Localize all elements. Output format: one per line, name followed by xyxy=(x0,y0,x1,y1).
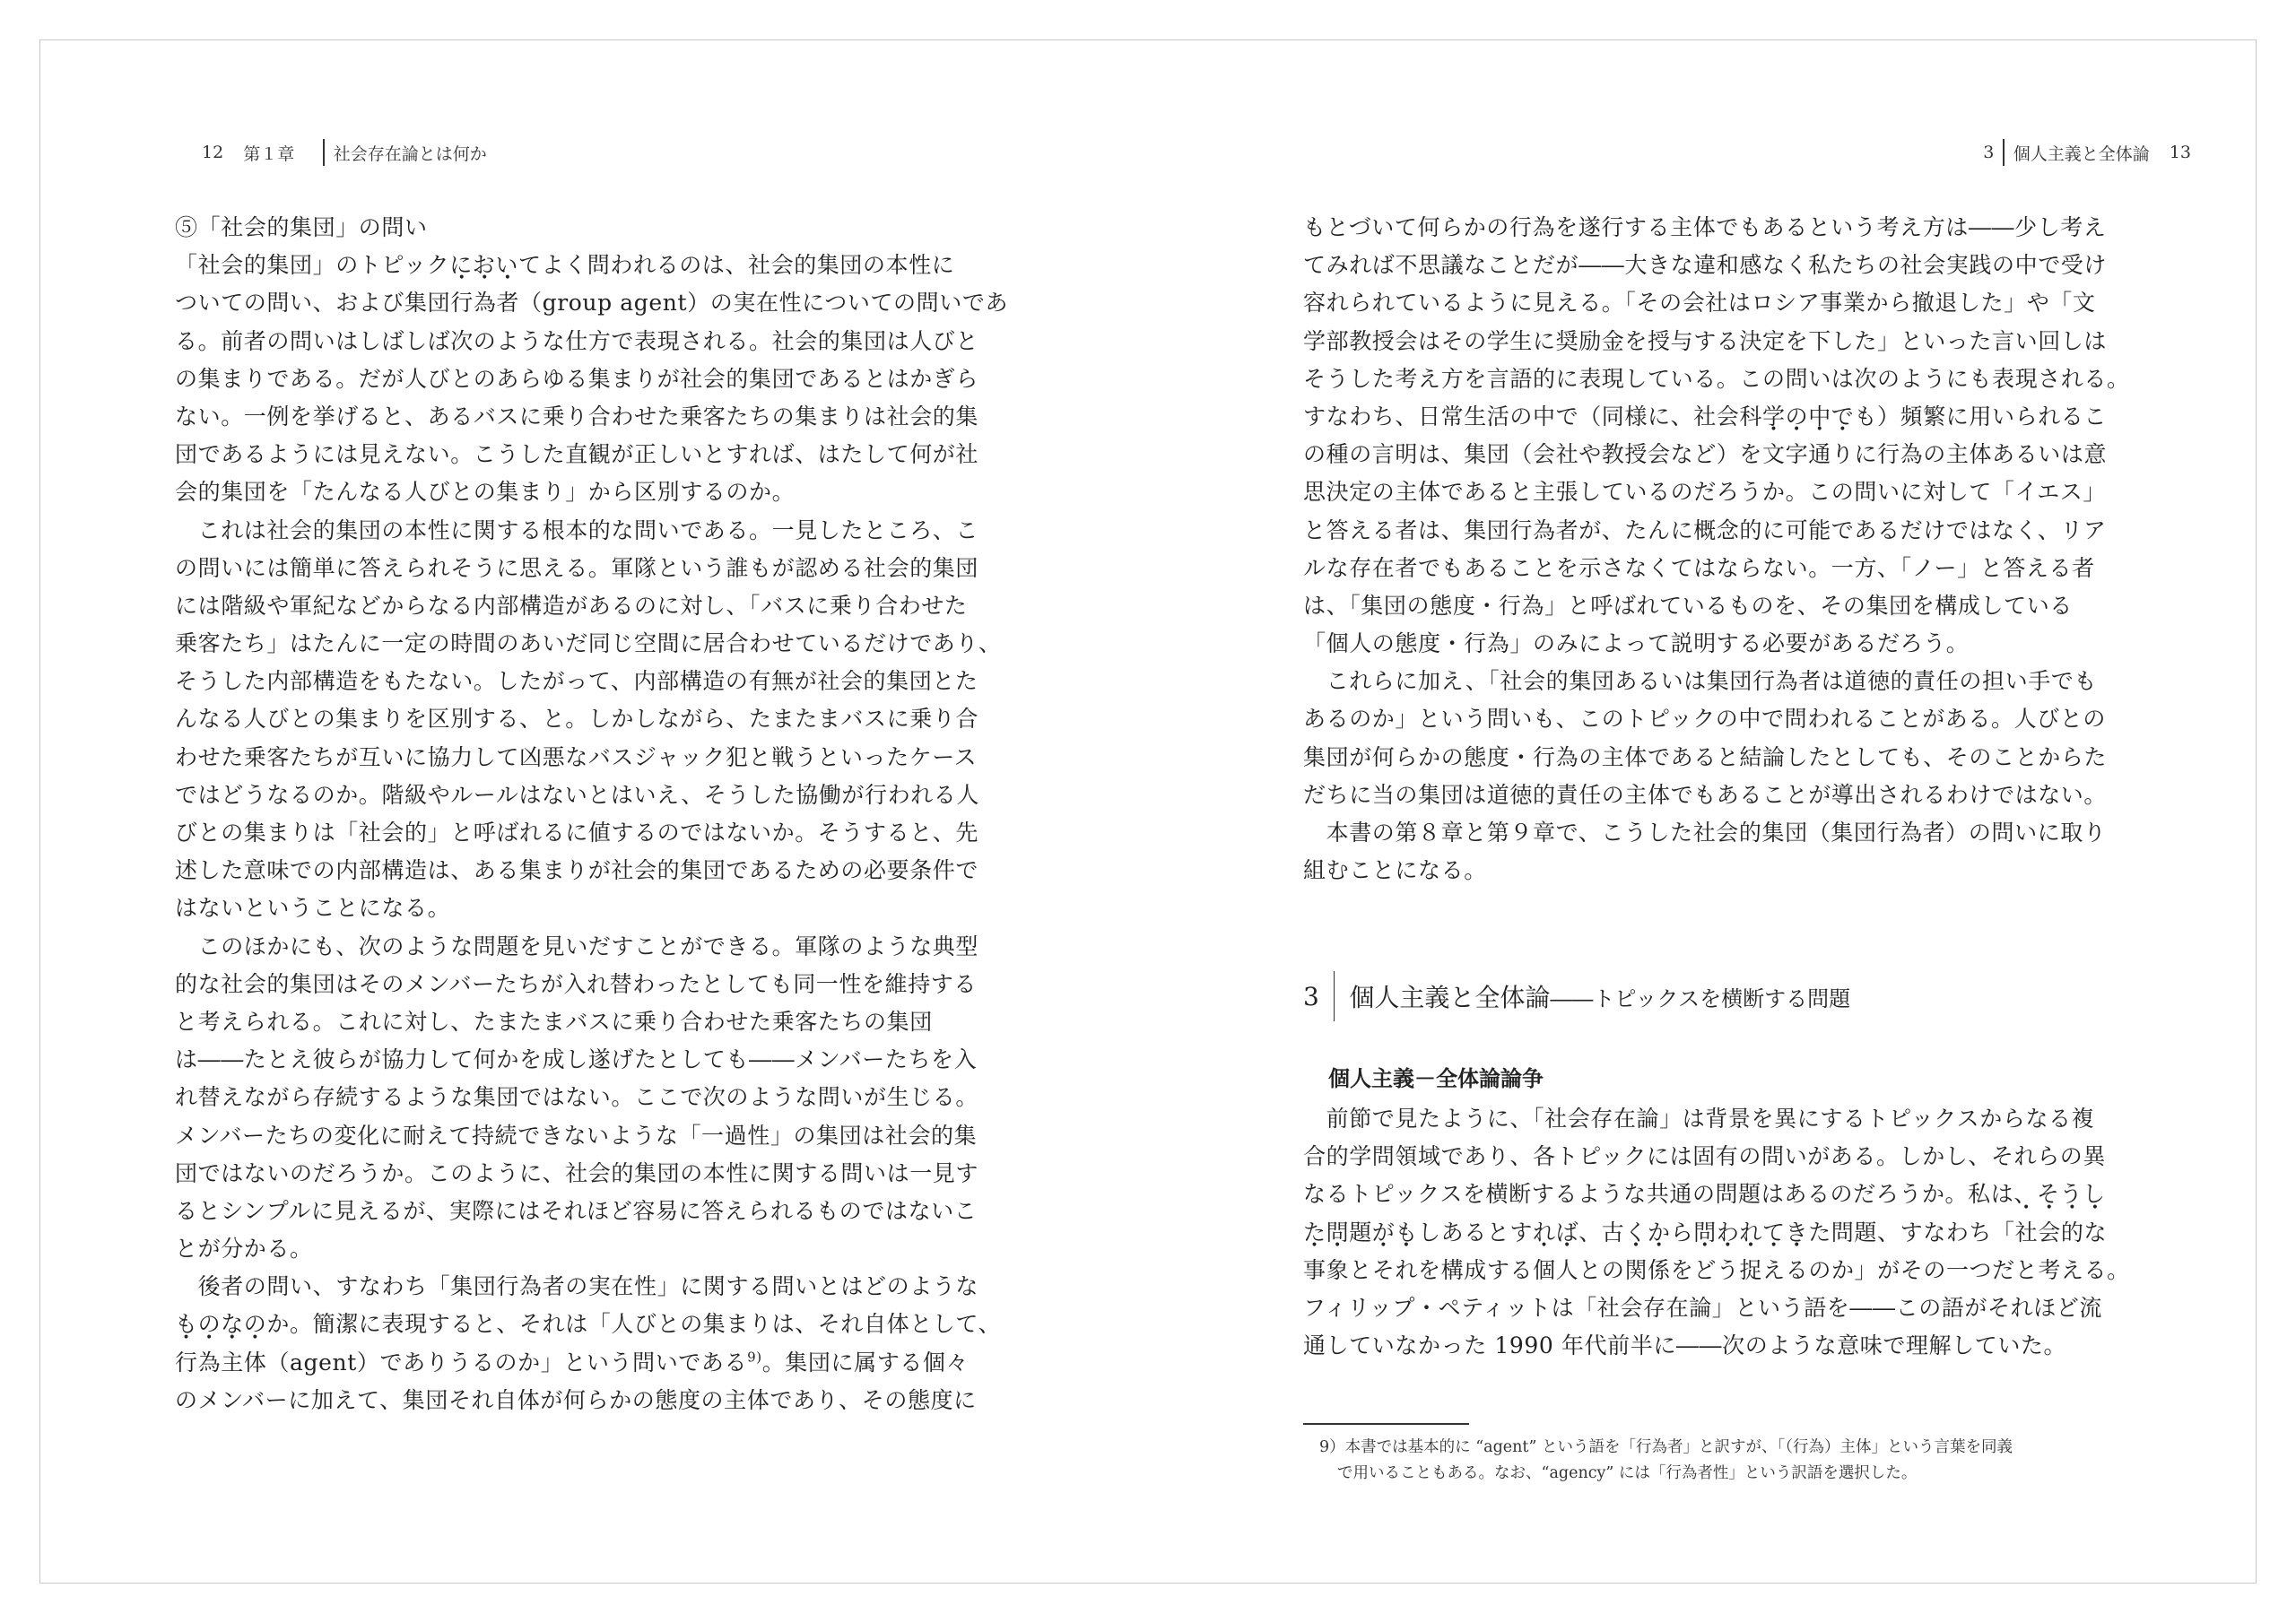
text-line: ではどうなるのか。階級やルールはないとはいえ、そうした協働が行われる人 xyxy=(175,781,980,808)
running-head-divider xyxy=(323,139,325,166)
text-line: る。前者の問いはしばしば次のような仕方で表現される。社会的集団は人びと xyxy=(175,327,979,354)
text-line: 思決定の主体であると主張しているのだろうか。この問いに対して「イエス」 xyxy=(1303,479,2107,506)
right-body-text-2 xyxy=(1303,1100,2191,1365)
text-line: そうした考え方を言語的に表現している。この問いは次のようにも表現される。 xyxy=(1303,365,2130,392)
text-line: だちに当の集団は道徳的責任の主体でもあることが導出されるわけではない。 xyxy=(1303,781,2108,808)
text-line: ない。一例を挙げると、あるバスに乗り合わせた乗客たちの集まりは社会的集 xyxy=(175,403,979,430)
text-line: んなる人びとの集まりを区別する、と。しかしながら、たまたまバスに乗り合 xyxy=(175,706,979,733)
text-line: の集まりである。だが人びとのあらゆる集まりが社会的集団であるとはかぎら xyxy=(175,365,979,392)
text-line: わせた乗客たちが互いに協力して凶悪なバスジャック犯と戦うといったケース xyxy=(175,743,978,770)
text-line: には階級や軍紀などからなる内部構造があるのに対し、「バスに乗り合わせた xyxy=(175,592,968,619)
text-line: はないということになる。 xyxy=(175,895,451,922)
text-line: の問いには簡単に答えられそうに思える。軍隊という誰もが認める社会的集団 xyxy=(175,554,979,581)
emphasis-mark: 会 xyxy=(2038,1219,2061,1245)
text-line: すなわち、日常生活の中で（同様に、社会科学の中でも）頻繁に用いられるこ xyxy=(1303,403,2108,430)
text-line: びとの集まりは「社会的」と呼ばれるに値するのではないか。そうすると、先 xyxy=(175,820,979,846)
text-line: 乗客たち」はたんに一定の時間のあいだ同じ空間に居合わせているだけであり、 xyxy=(175,630,1002,657)
text-line: ついての問い、および集団行為者（group agent）の実在性についての問いであ xyxy=(175,290,1009,317)
text-line: 組むことになる。 xyxy=(1303,857,1487,884)
emphasis-mark: る xyxy=(1785,1256,1809,1283)
text-line-tail: 。集団に属する個々 xyxy=(761,1349,970,1376)
text-line: た問題がもしあるとすれば、古くから問われてきた問題、すなわち「社会的な xyxy=(1303,1219,2108,1245)
left-page xyxy=(175,40,1063,1583)
text-line: フィリップ・ペティットは「社会存在論」という語を――この語がそれほど流 xyxy=(1303,1294,2103,1321)
emphasis-mark: 字 xyxy=(1785,441,1809,468)
emphasis-mark: ど xyxy=(1693,1256,1717,1283)
emphasis-mark: 人 xyxy=(1555,1256,1579,1283)
emphasis-mark: 行 xyxy=(175,1349,198,1376)
text-line: 行為主体（agent）でありうるのか」という問いである$^{9)}$。集団に属する個々 xyxy=(175,1349,970,1376)
emphasis-mark: 主 xyxy=(221,1349,244,1376)
text-line: れ替えながら存続するような集団ではない。ここで次のような問いが生じる。 xyxy=(175,1084,979,1111)
text-line: 会的集団を「たんなる人びとの集まり」から区別するのか。 xyxy=(175,479,796,506)
emphasis-mark: り xyxy=(1831,441,1855,468)
text-line: 合的学問領域であり、各トピックには固有の問いがある。しかし、それらの異 xyxy=(1303,1143,2107,1170)
right-page-number: 13 xyxy=(2169,143,2191,162)
text-line: このほかにも、次のような問題を見いだすことができる。軍隊のような典型 xyxy=(175,933,979,959)
footnote-line-1: 9）本書では基本的に “agent” という語を「行為者」と訳すが、「（行為）主体」という言葉を同義 xyxy=(1319,1438,2013,1456)
emphasis-mark: 社 xyxy=(2014,1219,2039,1245)
text-line: のメンバーに加えて、集団それ自体が何らかの態度の主体であり、その態度に xyxy=(175,1386,977,1413)
section-heading xyxy=(1303,971,1850,1021)
chapter-title: 社会存在論とは何か xyxy=(333,143,487,164)
emphasis-mark: 象 xyxy=(1326,1256,1350,1283)
emphasis-mark: 事 xyxy=(1303,1256,1326,1283)
subsection-heading: 個人主義－全体論論争 xyxy=(1328,1066,1544,1091)
text-line: の種の言明は、集団（会社や教授会など）を文字通りに行為の主体あるいは意 xyxy=(1303,441,2108,468)
text-line: 通していなかった 1990 年代前半に――次のような意味で理解していた。 xyxy=(1303,1332,2067,1359)
right-page xyxy=(1303,40,2191,1583)
section-divider xyxy=(1334,971,1335,1021)
text-line: なるトピックスを横断するような共通の問題はあるのだろうか。私は、そうし xyxy=(1303,1181,2106,1208)
text-line: は――たとえ彼らが協力して何かを成し遂げたとしても――メンバーたちを入 xyxy=(175,1046,978,1073)
section-title: 個人主義と全体論 xyxy=(1349,983,1551,1012)
text-line: 「個人の態度・行為」のみによって説明する必要があるだろう。 xyxy=(1303,630,1970,657)
running-head-divider xyxy=(2003,139,2005,166)
left-running-head xyxy=(202,139,487,166)
text-line: ルな存在者でもあることを示さなくてはならない。一方、「ノー」と答える者 xyxy=(1303,554,2095,581)
text-line: 学部教授会はその学生に奨励金を授与する決定を下した」といった言い回しは xyxy=(1303,327,2108,354)
emphasis-mark: 文 xyxy=(1762,441,1786,468)
text-line: と答える者は、集団行為者が、たんに概念的に可能であるだけではなく、リア xyxy=(1303,516,2107,543)
text-line: てみれば不思議なことだが――大きな違和感なく私たちの社会実践の中で受け xyxy=(1303,252,2108,279)
text-line: は、「集団の態度・行為」と呼ばれているものを、その集団を構成している xyxy=(1303,592,2073,619)
emphasis-mark: な xyxy=(2083,1219,2108,1245)
emphasis-mark: 行 xyxy=(450,290,474,317)
emphasis-mark: 個 xyxy=(1533,1256,1556,1283)
text-line: 「社会的集団」のトピックにおいてよく問われるのは、社会的集団の本性に xyxy=(175,252,955,279)
emphasis-mark: 関 xyxy=(1624,1256,1648,1283)
emphasis-mark: 的 xyxy=(2060,1219,2084,1245)
text-line: メンバーたちの変化に耐えて持続できないような「一過性」の集団は社会的集 xyxy=(175,1122,978,1149)
emphasis-mark: う xyxy=(1716,1256,1740,1283)
chapter-label: 第１章 xyxy=(243,143,295,164)
emphasis-mark: 通 xyxy=(1808,441,1831,468)
text-line: 前節で見たように、「社会存在論」は背景を異にするトピックスからなる複 xyxy=(1303,1106,2095,1132)
text-line: これらに加え、「社会的集団あるいは集団行為者は道徳的責任の担い手でも xyxy=(1303,668,2098,695)
footnote-reference[interactable]: 9) xyxy=(747,1349,762,1366)
text-line: 団ではないのだろうか。このように、社会的集団の本性に関する問いは一見す xyxy=(175,1159,979,1186)
emphasis-mark: 捉 xyxy=(1739,1256,1763,1283)
text-line: るとシンプルに見えるが、実際にはそれほど容易に答えられるものではないこ xyxy=(175,1197,978,1224)
text-line: ⑤「社会的集団」の問い xyxy=(175,214,428,240)
emphasis-mark: 係 xyxy=(1648,1256,1671,1283)
text-line: 容れられているように見える。「その会社はロシア事業から撤退した」や「文 xyxy=(1303,290,2096,317)
section-number: 3 xyxy=(1303,981,1319,1011)
text-line: 的な社会的集団はそのメンバーたちが入れ替わったとしても同一性を維持する xyxy=(175,970,978,997)
emphasis-mark: 体 xyxy=(243,1349,267,1376)
text-line: もとづいて何らかの行為を遂行する主体でもあるという考え方は――少し考え xyxy=(1303,214,2107,240)
left-body-text xyxy=(175,209,1063,1419)
text-line: とが分かる。 xyxy=(175,1236,313,1263)
text-line: 本書の第８章と第９章で、こうした社会的集団（集団行為者）の問いに取り xyxy=(1303,820,2107,846)
emphasis-mark: れ xyxy=(1395,1256,1419,1283)
text-line: 後者の問い、すなわち「集団行為者の実在性」に関する問いとはどのような xyxy=(175,1273,979,1300)
emphasis-mark: 為 xyxy=(473,290,497,317)
right-body-text xyxy=(1303,209,2191,890)
right-running-head xyxy=(1983,139,2191,166)
text-line: そうした内部構造をもたない。したがって、内部構造の有無が社会的集団とた xyxy=(175,668,978,695)
section-number-head: 3 xyxy=(1983,143,1995,162)
text-line: と考えられる。これに対し、たまたまバスに乗り合わせた乗客たちの集団 xyxy=(175,1008,933,1035)
section-title-head: 個人主義と全体論 xyxy=(2013,143,2150,164)
text-line: ものなのか。簡潔に表現すると、それは「人びとの集まりは、それ自体として、 xyxy=(175,1311,1002,1338)
footnote-rule xyxy=(1303,1423,1469,1425)
book-spread xyxy=(39,39,2257,1584)
text-line: あるのか」という問いも、このトピックの中で問われることがある。人びとの xyxy=(1303,706,2107,733)
left-page-number: 12 xyxy=(202,143,224,162)
text-line: 述した意味での内部構造は、ある集まりが社会的集団であるための必要条件で xyxy=(175,857,979,884)
footnote-line-2: で用いることもある。なお、“agency” には「行為者性」という訳語を選択した。 xyxy=(1337,1464,1918,1482)
emphasis-mark: 者 xyxy=(496,290,520,317)
text-line: 集団が何らかの態度・行為の主体であると結論したとしても、そのことからた xyxy=(1303,743,2108,770)
footnote xyxy=(1319,1435,2180,1487)
emphasis-mark: え xyxy=(1762,1256,1786,1283)
section-subtitle: ――トピックスを横断する問題 xyxy=(1550,985,1851,1011)
text-line: 団であるようには見えない。こうした直観が正しいとすれば、はたして何が社 xyxy=(175,441,979,468)
emphasis-mark: 為 xyxy=(197,1349,222,1376)
text-line: これは社会的集団の本性に関する根本的な問いである。一見したところ、こ xyxy=(175,516,979,543)
text-line: 事象とそれを構成する個人との関係をどう捉えるのか」がその一つだと考える。 xyxy=(1303,1256,2130,1283)
emphasis-mark: そ xyxy=(1371,1256,1396,1283)
